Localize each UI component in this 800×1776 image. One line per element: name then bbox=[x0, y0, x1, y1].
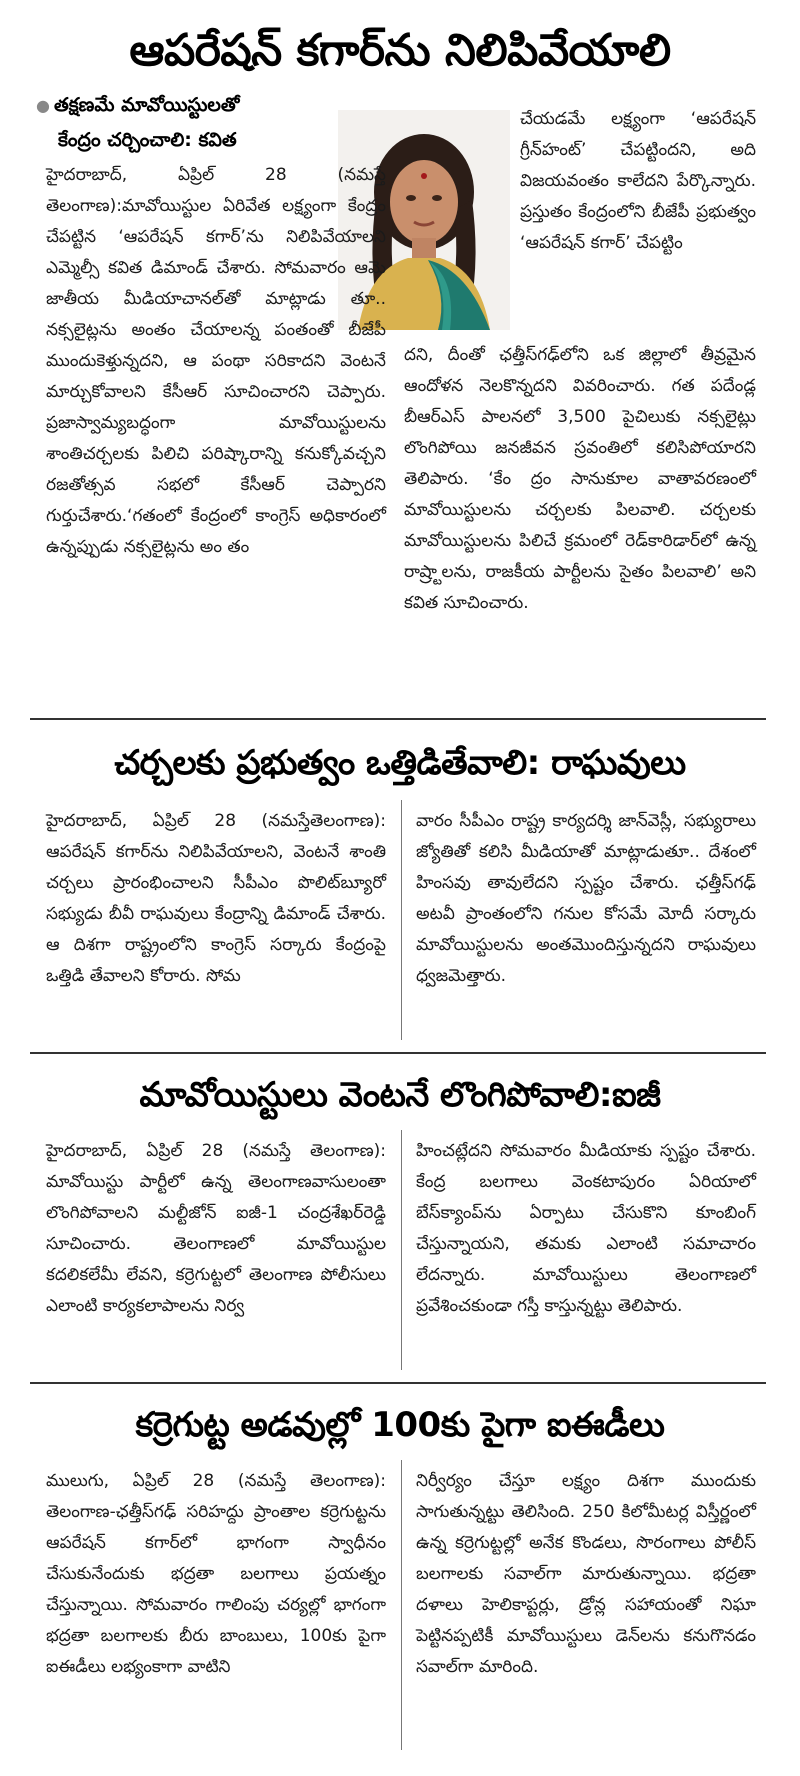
column-divider bbox=[401, 1460, 402, 1750]
story2-column-left bbox=[46, 806, 386, 992]
divider-rule bbox=[30, 1382, 766, 1384]
divider-rule bbox=[30, 718, 766, 720]
story4-column-right bbox=[416, 1466, 756, 1683]
story1-column-right-top-text: చేయడమే లక్ష్యంగా ‘ఆపరేషన్ గ్రీన్‌హంట్’ చేపట్టిందని, అది విజయవంతం కాలేదని పేర్కొన్నారు. ప్రస్తుతం కేంద్రంలోని బీజేపీ ప్రభుత్వం ‘ఆపరేషన్ కగార్’ చేపట్టిం bbox=[520, 109, 756, 253]
story1-kicker-line2: కేంద్రం చర్చించాలి: కవిత bbox=[58, 129, 237, 151]
story2-column-right bbox=[416, 806, 756, 992]
story1-column-right-bottom-text: దని, దీంతో ఛత్తీస్‌గఢ్‌లోని ఒక జిల్లాలో తీవ్రమైన ఆందోళన నెలకొన్నదని వివరించారు. గత పదేండ్ల బీఆర్‌ఎస్ పాలనలో 3,500 పైచిలుకు నక్సలైట్లు లొంగిపోయి జనజీవన స్రవంతిలో కలిసిపోయారని తెలిపారు. ‘కేం ద్రం సానుకూల వాతావరణంలో మావోయిస్టులను చర్చలకు పిలవాలి. చర్చలకు మావోయిస్టులను పిలిచే క్రమంలో రెడ్‌కారిడార్‌లో ఉన్న రాష్ర్టాలను, రాజకీయ పార్టీలను సైతం పిలవాలి’ అని కవిత సూచించారు. bbox=[404, 345, 756, 613]
story3-column-left-text: హైదరాబాద్, ఏప్రిల్ 28 (నమస్తే తెలంగాణ): మావోయిస్టు పార్టీలో ఉన్న తెలంగాణవాసులంతా లొంగిపోవాలని మల్టీజోన్ ఐజీ-1 చంద్రశేఖర్‌రెడ్డి సూచించారు. తెలంగాణలో మావోయిస్టుల కదలికలేమీ లేవని, కర్రెగుట్టలో తెలంగాణ పోలీసులు ఎలాంటి కార్యకలాపాలను నిర్వ bbox=[46, 1141, 386, 1316]
story3-column-left bbox=[46, 1136, 386, 1322]
bullet-icon: ● bbox=[36, 96, 50, 115]
story1-column-right-bottom bbox=[404, 340, 756, 619]
story2-headline: చర్చలకు ప్రభుత్వం ఒత్తిడితేవాలి: రాఘవులు bbox=[114, 743, 686, 783]
story1-kicker bbox=[36, 88, 336, 157]
story3-column-right-text: హించట్లేదని సోమవారం మీడియాకు స్పష్టం చేశారు. కేంద్ర బలగాలు వెంకటాపురం ఏరియాలో బేస్‌క్యాంప్‌ను ఏర్పాటు చేసుకొని కూంబింగ్ చేస్తున్నాయని, తమకు ఎలాంటి సమాచారం లేదన్నారు. మావోయిస్టులు తెలంగాణలో ప్రవేశించకుండా గస్తీ కాస్తున్నట్టు తెలిపారు. bbox=[416, 1141, 756, 1316]
story3-column-right bbox=[416, 1136, 756, 1322]
story4-headline: కర్రెగుట్ట అడవుల్లో 100కు పైగా ఐఈడీలు bbox=[135, 1405, 665, 1445]
story3-headline: మావోయిస్టులు వెంటనే లొంగిపోవాలి:ఐజీ bbox=[139, 1075, 661, 1115]
story4-column-left bbox=[46, 1466, 386, 1683]
story1-headline: ఆపరేషన్ కగార్‌ను నిలిపివేయాలి bbox=[129, 25, 671, 76]
story1-kicker-line1: తక్షణమే మావోయిస్టులతో bbox=[53, 94, 240, 116]
story1-column-right-top bbox=[520, 104, 756, 259]
divider-rule bbox=[30, 1052, 766, 1054]
story4-column-right-text: నిర్వీర్యం చేస్తూ లక్ష్యం దిశగా ముందుకు సాగుతున్నట్టు తెలిసింది. 250 కిలోమీటర్ల విస్తీర్ణంలో ఉన్న కర్రెగుట్టల్లో అనేక కొండలు, సొరంగాలు పోలీస్ బలగాలకు సవాల్‌గా మారుతున్నాయి. భద్రతా దళాలు హెలికాప్టర్లు, డ్రోన్ల సహాయంతో నిఘా పెట్టినప్పటికీ మావోయిస్టులు డెన్‌లను కనుగొనడం సవాల్‌గా మారింది. bbox=[416, 1471, 756, 1677]
column-divider bbox=[401, 800, 402, 1040]
story4-column-left-text: ములుగు, ఏప్రిల్ 28 (నమస్తే తెలంగాణ): తెలంగాణ-ఛత్తీస్‌గఢ్ సరిహద్దు ప్రాంతాల కర్రెగుట్టను ఆపరేషన్ కగార్‌లో భాగంగా స్వాధీనం చేసుకునేందుకు భద్రతా బలగాలు ప్రయత్నం చేస్తున్నాయి. సోమవారం గాలింపు చర్యల్లో భాగంగా భద్రతా బలగాలకు బీరు బాంబులు, 100కు పైగా ఐఈడీలు లభ్యంకాగా వాటిని bbox=[46, 1471, 386, 1677]
story1-column-left bbox=[46, 160, 386, 563]
column-divider bbox=[401, 1130, 402, 1370]
story2-column-left-text: హైదరాబాద్, ఏప్రిల్ 28 (నమస్తేతెలంగాణ): ఆపరేషన్ కగార్‌ను నిలిపివేయాలని, వెంటనే శాంతి చర్చలు ప్రారంభించాలని సీపీఎం పొలిట్‌బ్యూరో సభ్యుడు బీవీ రాఘవులు కేంద్రాన్ని డిమాండ్ చేశారు. ఆ దిశగా రాష్ట్రంలోని కాంగ్రెస్ సర్కారు కేంద్రంపై ఒత్తిడి తేవాలని కోరారు. సోమ bbox=[46, 811, 386, 986]
story1-column-left-text: హైదరాబాద్, ఏప్రిల్ 28 (నమస్తే తెలంగాణ):మావోయిస్టుల ఏరివేత లక్ష్యంగా కేంద్రం చేపట్టిన ‘ఆపరేషన్ కగార్’ను నిలిపివేయాలని ఎమ్మెల్సీ కవిత డిమాండ్ చేశారు. సోమవారం ఆమె జాతీయ మీడియాచానల్‌తో మాట్లాడు తూ.. నక్సలైట్లను అంతం చేయాలన్న పంతంతో బీజేపీ ముందుకెళ్తున్నదని, ఆ పంథా సరికాదని వెంటనే మార్చుకోవాలని కేసీఆర్ సూచించారని చెప్పారు. ప్రజాస్వామ్యబద్ధంగా మావోయిస్టులను శాంతిచర్చలకు పిలిచి పరిష్కారాన్ని కనుక్కోవచ్చని రజతోత్సవ సభలో కేసీఆర్ చెప్పారని గుర్తుచేశారు.‘గతంలో కేంద్రంలో కాంగ్రెస్ అధికారంలో ఉన్నప్పుడు నక్సలైట్లను అం తం bbox=[46, 165, 386, 557]
story2-column-right-text: వారం సీపీఎం రాష్ట్ర కార్యదర్శి జాన్‌వెస్లీ, సభ్యురాలు జ్యోతితో కలిసి మీడియాతో మాట్లాడుతూ.. దేశంలో హింసవు తావులేదని స్పష్టం చేశారు. ఛత్తీస్‌గఢ్ అటవీ ప్రాంతంలోని గనుల కోసమే మోదీ సర్కారు మావోయిస్టులను అంతమొందిస్తున్నదని రాఘవులు ధ్వజమెత్తారు. bbox=[416, 811, 756, 986]
